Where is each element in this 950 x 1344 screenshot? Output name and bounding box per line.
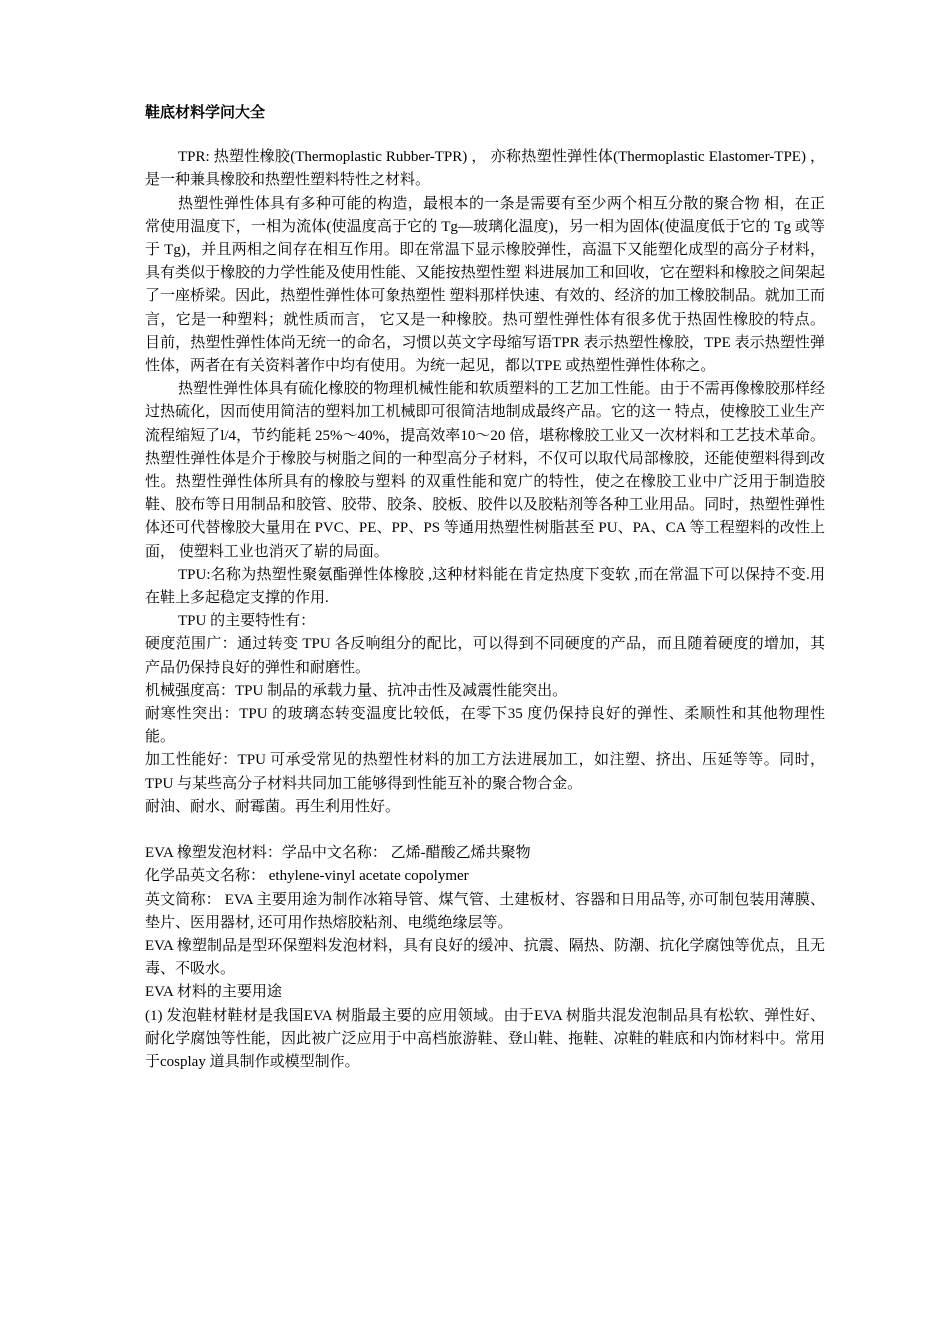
tpu-feature-processing: 加工性能好：TPU 可承受常见的热塑性材料的加工方法进展加工，如注塑、挤出、压延等等。同时，TPU 与某些高分子材料共同加工能够得到性能互补的聚合物合金。 xyxy=(145,752,825,792)
eva-chinese-name: EVA 橡塑发泡材料：学品中文名称： 乙烯-醋酸乙烯共聚物 xyxy=(145,845,531,862)
tpu-feature-hardness: 硬度范围广：通过转变 TPU 各反响组分的配比，可以得到不同硬度的产品，而且随着硬度的增加，其产品仍保持良好的弹性和耐磨性。 xyxy=(145,636,825,676)
eva-uses-heading: EVA 材料的主要用途 xyxy=(145,984,282,1001)
paragraph-tpu-features-heading: TPU 的主要特性有： xyxy=(178,613,316,630)
eva-use-footwear: (1) 发泡鞋材鞋材是我国EVA 树脂最主要的应用领域。由于EVA 树脂共混发泡制品具有松软、弹性好、耐化学腐蚀等性能，因此被广泛应用于中高档旅游鞋、登山鞋、拖鞋、凉鞋的鞋底和内饰材料中。常用于cosplay 道具制作或模型制作。 xyxy=(145,1007,825,1070)
tpu-feature-resistance: 耐油、耐水、耐霉菌。再生利用性好。 xyxy=(145,798,401,815)
eva-english-name: 化学品英文名称： ethylene-vinyl acetate copolymer xyxy=(145,868,469,885)
paragraph-tpe-properties: 热塑性弹性体具有硫化橡胶的物理机械性能和软质塑料的工艺加工性能。由于不需再像橡胶那样经过热硫化，因而使用简洁的塑料加工机械即可很简洁地制成最终产品。它的这一 特点，使橡胶工业生产流程缩短了l/4，节约能耗 25%～40%，提高效率10～20 倍，堪称橡胶工业又一次材料和工艺技术革命。 热塑性弹性体是介于橡胶与树脂之间的一种型高分子材料，不仅可以取代局部橡胶，还能使塑料得到改性。热塑性弹性体所具有的橡胶与塑料 的双重性能和宽广的特性，使之在橡胶工业中广泛用于制造胶鞋、胶布等日用制品和胶管、胶带、胶条、胶板、胶件以及胶粘剂等各种工业用品。同时，热塑性弹性体还可代替橡胶大量用在 PVC、PE、PP、PS 等通用热塑性树脂甚至 PU、PA、CA 等工程塑料的改性上面， 使塑料工业也消灭了崭的局面。 xyxy=(145,381,825,560)
tpu-feature-strength: 机械强度高：TPU 制品的承载力量、抗冲击性及减震性能突出。 xyxy=(145,682,568,699)
tpu-feature-cold-resistance: 耐寒性突出：TPU 的玻璃态转变温度比较低，在零下35 度仍保持良好的弹性、柔顺性和其他物理性能。 xyxy=(145,706,825,746)
paragraph-tpe-structure: 热塑性弹性体具有多种可能的构造，最根本的一条是需要有至少两个相互分散的聚合物 相，在正常使用温度下，一相为流体(使温度高于它的 Tg—玻璃化温度)，另一相为固体(使温度低于它的 Tg 或等于 Tg)，并且两相之间存在相互作用。即在常温下显示橡胶弹性，高温下又能塑化成型的高分子材料，具有类似于橡胶的力学性能及使用性能、又能按热塑性塑 料进展加工和回收，它在塑料和橡胶之间架起了一座桥梁。因此，热塑性弹性体可象热塑性 塑料那样快速、有效的、经济的加工橡胶制品。就加工而言，它是一种塑料；就性质而言， 它又是一种橡胶。热可塑性弹性体有很多优于热固性橡胶的特点。 目前，热塑性弹性体尚无统一的命名，习惯以英文字母缩写语TPR 表示热塑性橡胶，TPE 表示热塑性弹性体，两者在有关资料著作中均有使用。为统一起见，都以TPE 或热塑性弹性体称之。 xyxy=(145,195,825,375)
eva-product-description: EVA 橡塑制品是型环保塑料发泡材料，具有良好的缓冲、抗震、隔热、防潮、抗化学腐蚀等优点，且无毒、不吸水。 xyxy=(145,937,825,978)
eva-abbreviation-uses: 英文简称： EVA 主要用途为制作冰箱导管、煤气管、土建板材、容器和日用品等, 亦可制包装用薄膜、垫片、医用器材, 还可用作热熔胶粘剂、电缆绝缘层等。 xyxy=(145,891,825,931)
document-title: 鞋底材料学问大全 xyxy=(145,103,266,121)
document-page xyxy=(145,101,825,1074)
paragraph-tpr-definition: TPR: 热塑性橡胶(Thermoplastic Rubber-TPR) ， 亦称热塑性弹性体(Thermoplastic Elastomer-TPE) ，是一种兼具橡胶和热塑性塑料特性之材料。 xyxy=(145,149,825,189)
section-gap xyxy=(145,819,825,842)
paragraph-tpu-definition: TPU:名称为热塑性聚氨酯弹性体橡胶 ,这种材料能在肯定热度下变软 ,而在常温下可以保持不变.用在鞋上多起稳定支撑的作用. xyxy=(145,566,825,607)
